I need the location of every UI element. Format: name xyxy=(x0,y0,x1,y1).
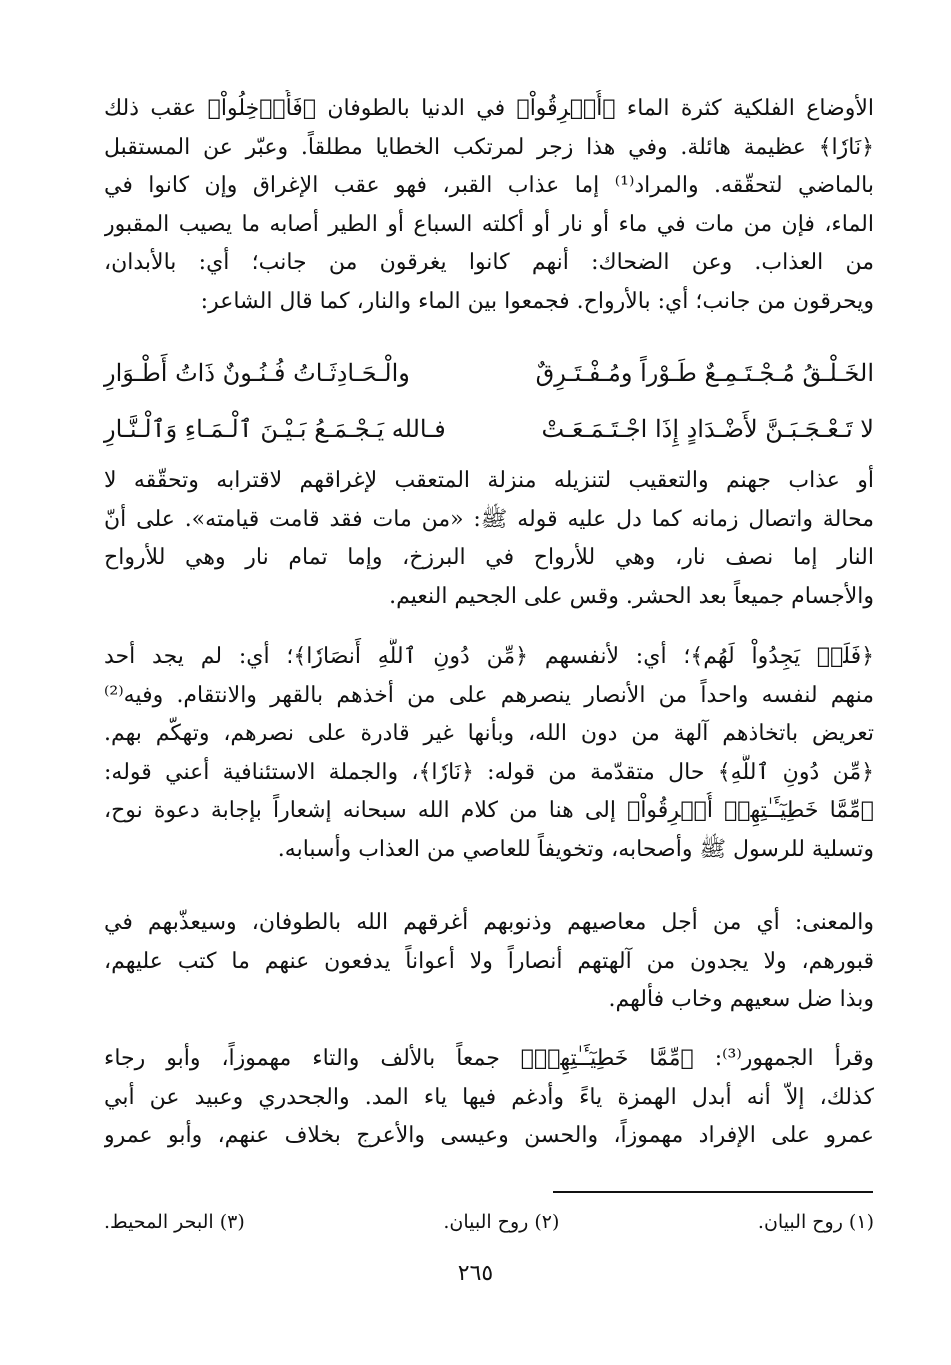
poem-first-hemistich: الخَـلْـقُ مُـجْـتَـمِـعٌ طَـوْراً ومُـفْـتَـرِقٌ xyxy=(535,359,874,387)
poem-verses xyxy=(104,345,874,457)
text-line: وبذا ضل سعيهم وخاب فألهم. xyxy=(608,987,874,1012)
poem-second-hemistich: فـالله يَـجْـمَـعُ بَـيْـنَ ٱلْـمَـاءِ وَٱلْـنَّـارِ xyxy=(104,415,446,443)
text-line: وتسلية للرسول ﷺ وأصحابه، وتخويفاً للعاصي من العذاب وأسبابه. xyxy=(277,836,874,862)
text-line: والأجسام جميعاً بعد الحشر. وقس على الجحيم النعيم. xyxy=(389,583,874,609)
text-line: النار إما نصف نار، وهي للأرواح في البرزخ، وإما تمام نار وهي للأرواح xyxy=(104,545,874,570)
text-line: تعريض باتخاذهم آلهة من دون الله، وبأنها غير قادرة على نصرهم، وتهكّم بهم. xyxy=(104,721,874,746)
text-line: كذلك، إلاّ أنه أبدل الهمزة ياءً وأدغم فيها ياء المد. والجحدري وعبيد عن أبي xyxy=(104,1084,874,1110)
poem-first-hemistich: لا تَـعْـجَـبَـنَّ لأَضْـدَادٍ إِذَا اجْـتَـمَـعَـتْ xyxy=(541,415,874,443)
poem-verse-1 xyxy=(104,345,874,401)
text-line: ﴿نَارٗا﴾ عظيمة هائلة. وفي هذا زجر لمرتكب الخطايا مطلقاً. وعبّر عن المستقبل xyxy=(104,134,874,160)
text-line: والمعنى: أي من أجل معاصيهم وذنوبهم أغرقهم الله بالطوفان، وسيعذّبهم في xyxy=(104,910,874,935)
text-line: ﴿مِّن دُونِ ٱللَّهِ﴾ حال متقدّمة من قوله: ﴿نَارٗا﴾، والجملة الاستئنافية أعني قوله: xyxy=(104,759,874,785)
footnote-separator xyxy=(553,1191,873,1193)
text-line: منهم لنفسه واحداً من الأنصار ينصرهم على من أخذهم بالقهر والانتقام. وفيه⁽²⁾ xyxy=(104,682,874,708)
text-line: ﴿مِّمَّا خَطِيٓـَٔـٰتِهِمۡ أُغۡرِقُواْ﴾ إلى هنا من كلام الله سبحانه إشعاراً بإجابة دعوة نوح، xyxy=(104,798,874,823)
paragraph-5 xyxy=(104,1040,874,1156)
poem-verse-2 xyxy=(104,401,874,457)
poem-second-hemistich: والْـحَـادِثَـاتُ فُـنُـونٌ ذَاتُ أَطْـوَارِ xyxy=(104,359,410,387)
footnote-2: (٢) روح البيان. xyxy=(443,1211,560,1233)
footnotes xyxy=(104,1207,874,1237)
footnote-1: (١) روح البيان. xyxy=(757,1211,874,1233)
text-line: الأوضاع الفلكية كثرة الماء ﴿أُغۡرِقُواْ﴾ في الدنيا بالطوفان ﴿فَأُدۡخِلُواْ﴾ عقب ذلك xyxy=(104,96,874,121)
paragraph-2 xyxy=(104,462,874,616)
paragraph-4 xyxy=(104,904,874,1020)
text-line: قبورهم، ولا يجدون من آلهتهم أنصاراً ولا أعواناً يدفعون عنهم ما كتب عليهم، xyxy=(104,948,874,974)
text-line: أو عذاب جهنم والتعقيب لتنزيله منزلة المتعقب لإغراقهم لاقترابه وتحقّقه لا xyxy=(104,468,874,493)
text-line: وقرأ الجمهور⁽³⁾: ﴿مِّمَّا خَطِيٓـَٔـٰتِهِمۡ﴾ جمعاً بالألف والتاء مهموزاً، وأبو رجاء xyxy=(104,1046,874,1071)
text-line: محالة واتصال زمانه كما دل عليه قوله ﷺ: «من مات فقد قامت قيامته». على أنّ xyxy=(104,506,874,532)
paragraph-3 xyxy=(104,638,874,869)
paragraph-1 xyxy=(104,90,874,321)
text-line: ويحرقون من جانب؛ أي: بالأرواح. فجمعوا بين الماء والنار، كما قال الشاعر: xyxy=(200,288,874,314)
text-line: بالماضي لتحقّقه. والمراد⁽¹⁾ إما عذاب القبر، فهو عقب الإغراق وإن كانوا في xyxy=(104,173,874,198)
page-number: ٢٦٥ xyxy=(457,1261,494,1286)
footnote-3: (٣) البحر المحيط. xyxy=(104,1211,245,1233)
text-line: عمرو على الإفراد مهموزاً، والحسن وعيسى والأعرج بخلاف عنهم، وأبو عمرو xyxy=(104,1123,874,1148)
text-line: الماء، فإن من مات في ماء أو نار أو أكلته السباع أو الطير أصابه ما يصيب المقبور xyxy=(104,211,874,237)
text-line: ﴿فَلَمۡ يَجِدُواْ لَهُم﴾؛ أي: لأنفسهم ﴿مِّن دُونِ ٱللَّهِ أَنصَارٗا﴾؛ أي: لم يجد أحد xyxy=(104,644,874,669)
text-line: من العذاب. وعن الضحاك: أنهم كانوا يغرقون من جانب؛ أي: بالأبدان، xyxy=(104,250,874,275)
